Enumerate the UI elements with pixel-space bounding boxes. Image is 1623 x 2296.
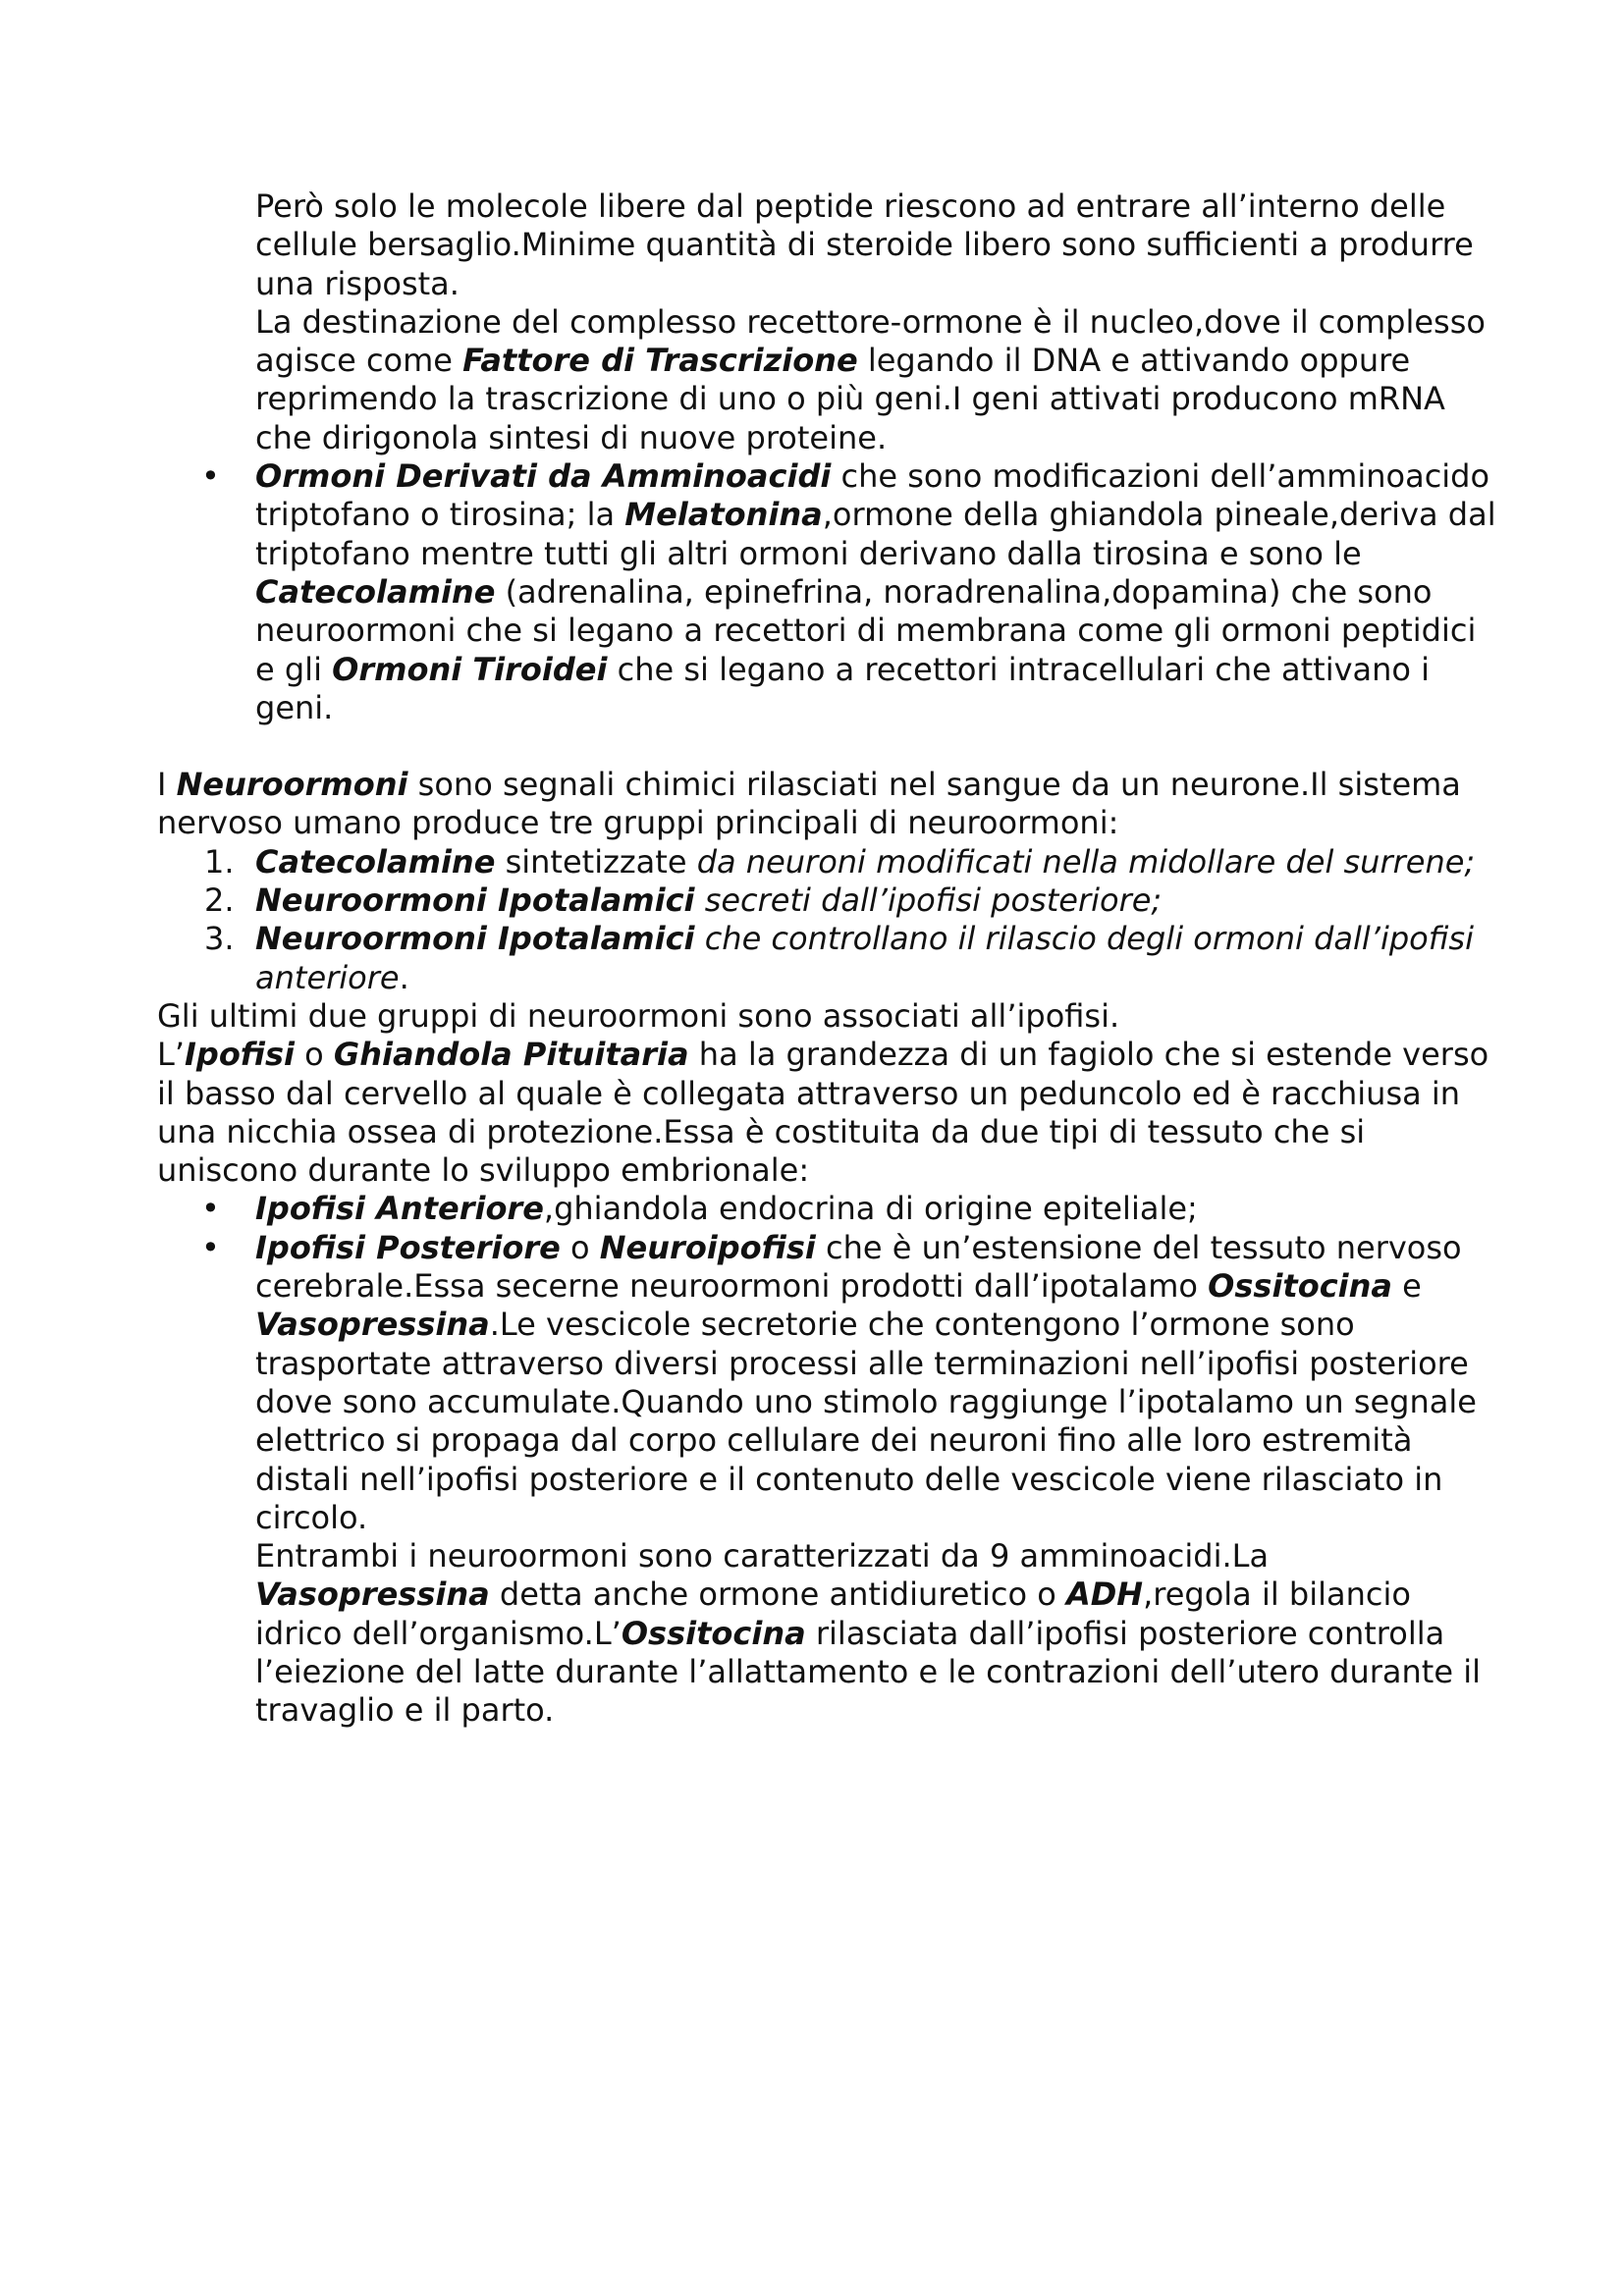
paragraph-free-molecules: Però solo le molecole libere dal peptide riescono ad entrare all’interno delle cellule bersaglio.Minime quantità di steroide libero sono sufficienti a produrre una risposta. [255,187,1474,302]
term-ormoni-derivati: Ormoni Derivati da Amminoacidi [255,457,832,496]
bullet-marker: • [201,1228,220,1266]
list-item: 2. Neuroormoni Ipotalamici secreti dall’ipofisi posteriore; [204,881,1163,920]
term-neuroormoni: Neuroormoni [176,766,408,804]
paragraph-ipofisi: L’Ipofisi o Ghiandola Pituitaria ha la grandezza di un fagiolo che si estende verso il basso dal cervello al quale è collegata attraverso un peduncolo ed è racchiusa in una nicchia ossea di protezione.Essa è costituita da due tipi di tessuto che si uniscono durante lo sviluppo embrionale: [157,1036,1489,1190]
term-ipofisi-posteriore: Ipofisi Posteriore [255,1228,561,1266]
term-ormoni-tiroidei: Ormoni Tiroidei [332,650,608,688]
bullet-marker: • [201,1190,220,1228]
list-item: • Ipofisi Anteriore,ghiandola endocrina di origine epiteliale; [201,1190,1198,1228]
numbered-list-neuroormoni-groups [157,843,1502,997]
paragraph-entrambi: Entrambi i neuroormoni sono caratterizzati da 9 amminoacidi.La Vasopressina detta anche ormone antidiuretico o ADH,regola il bilancio idrico dell’organismo.L’Ossitocina rilasciata dall’ipofisi posteriore controlla l’eiezione del latte durante l’allattamento e le contrazioni dell’utero durante il travaglio e il parto. [255,1537,1481,1730]
term-ossitocina: Ossitocina [621,1614,806,1652]
list-item: • Ipofisi Posteriore o Neuroipofisi che è un’estensione del tessuto nervoso cerebrale.Essa secerne neuroormoni prodotti dall’ipotalamo Ossitocina e Vasopressina.Le vescicole secretorie che contengono l’ormone sono trasportate attraverso diversi processi alle terminazioni nell’ipofisi posteriore dove sono accumulate.Quando uno stimolo raggiunge l’ipotalamo un segnale elettrico si propaga dal corpo cellulare dei neuroni fino alle loro estremità distali nell’ipofisi posteriore e il contenuto delle vescicole viene rilasciato in circolo. [201,1228,1477,1536]
term-melatonina: Melatonina [624,496,823,534]
bullet-list-hormone-types [157,457,1502,727]
paragraph-neuroormoni-intro: I Neuroormoni sono segnali chimici rilasciati nel sangue da un neurone.Il sistema nervoso umano produce tre gruppi principali di neuroormoni: [157,766,1461,842]
paragraph-last-two-groups: Gli ultimi due gruppi di neuroormoni sono associati all’ipofisi. [157,996,1120,1035]
bullet-marker: • [201,457,220,496]
term-vasopressina: Vasopressina [255,1306,490,1344]
bullet-list-ipofisi-parts [157,1190,1502,1537]
document-content [157,187,1502,1731]
term-vasopressina: Vasopressina [255,1575,490,1614]
list-number: 1. [204,842,235,881]
list-number: 2. [204,881,235,920]
term-fattore-di-trascrizione: Fattore di Trascrizione [462,342,858,380]
list-item: • Ormoni Derivati da Amminoacidi che sono modificazioni dell’amminoacido triptofano o tirosina; la Melatonina,ormone della ghiandola pineale,deriva dal triptofano mentre tutti gli altri ormoni derivano dalla tirosina e sono le Catecolamine (adrenalina, epinefrina, noradrenalina,dopamina) che sono neuroormoni che si legano a recettori di membrana come gli ormoni peptidici e gli Ormoni Tiroidei che si legano a recettori intracellulari che attivano i geni. [201,457,1496,726]
term-ghiandola-pituitaria: Ghiandola Pituitaria [333,1036,689,1074]
list-item: 1. Catecolamine sintetizzate da neuroni modificati nella midollare del surrene; [204,842,1476,881]
term-catecolamine: Catecolamine [255,572,496,611]
term-ipofisi-anteriore: Ipofisi Anteriore [255,1190,544,1228]
list-number: 3. [204,920,235,958]
term-neuroipofisi: Neuroipofisi [599,1228,816,1266]
list-item: 3. Neuroormoni Ipotalamici che controllano il rilascio degli ormoni dall’ipofisi anteriore. [204,920,1474,996]
paragraph-receptor-complex: La destinazione del complesso recettore-ormone è il nucleo,dove il complesso agisce come Fattore di Trascrizione legando il DNA e attivando oppure reprimendo la trascrizione di uno o più geni.I geni attivati producono mRNA che dirigonola sintesi di nuove proteine. [255,302,1486,456]
term-adh: ADH [1065,1575,1144,1614]
blank-line [157,727,1502,766]
term-ossitocina: Ossitocina [1208,1267,1392,1306]
term-ipofisi: Ipofisi [185,1036,295,1074]
